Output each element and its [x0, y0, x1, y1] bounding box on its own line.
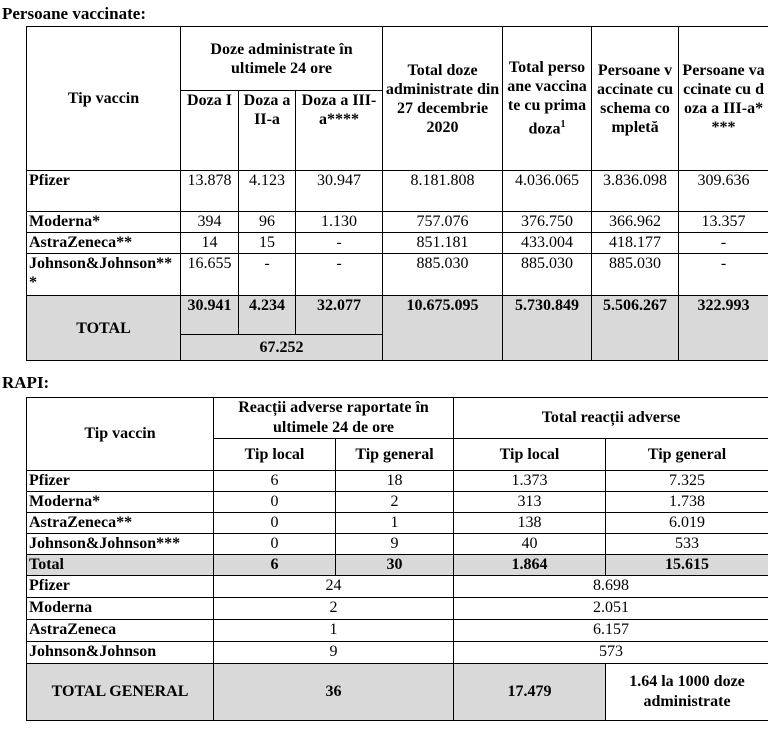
summary-total-cell: 6.157: [454, 620, 768, 642]
first-dose-cell: 376.750: [503, 212, 592, 233]
summary-row: [27, 620, 768, 642]
grand-total-24h: 36: [214, 664, 454, 721]
total-dose1: 30.941: [181, 296, 239, 335]
rapi-table: [26, 397, 768, 721]
general-total-cell: 6.019: [606, 513, 768, 534]
general-24h-cell: 2: [336, 492, 454, 513]
complete-schema-cell: 3.836.098: [592, 171, 679, 212]
total-label: TOTAL: [27, 296, 181, 361]
grand-total-rate: 1.64 la 1000 doze administrate: [606, 664, 768, 721]
rapi-heading: RAPI:: [2, 373, 50, 392]
table-row: [27, 233, 768, 254]
rapi-header-local-total: Tip local: [454, 439, 606, 471]
local-24h-cell: 0: [214, 513, 336, 534]
third-dose-cell: 13.357: [679, 212, 768, 233]
total-doses-cell: 8.181.808: [383, 171, 503, 212]
summary-total-cell: 573: [454, 642, 768, 664]
grand-total-row: [27, 664, 768, 721]
total-dose2: 4.234: [239, 296, 296, 335]
general-24h-cell: 1: [336, 513, 454, 534]
vaccine-name: Johnson&Johnson***: [27, 534, 214, 555]
table-row: [27, 254, 768, 296]
rapi-total-row: [27, 555, 768, 576]
rapi-header-vaccine-type: Tip vaccin: [27, 398, 214, 471]
general-total-cell: 533: [606, 534, 768, 555]
local-24h-cell: 0: [214, 492, 336, 513]
table-row: [27, 171, 768, 212]
table-row: [27, 534, 768, 555]
dose3-cell: 30.947: [296, 171, 383, 212]
vaccinated-heading: Persoane vaccinate:: [2, 4, 146, 23]
table-row: [27, 492, 768, 513]
summary-row: [27, 642, 768, 664]
third-dose-cell: 309.636: [679, 171, 768, 212]
summary-24h-cell: 2: [214, 598, 454, 620]
header-dose-1: Doza I: [181, 91, 239, 171]
header-complete-schema: Persoane vaccinate cu schema completă: [592, 27, 679, 171]
header-first-dose: Total persoane vaccinate cu prima doza$^1$: [503, 27, 592, 171]
first-dose-cell: 4.036.065: [503, 171, 592, 212]
general-24h-cell: 9: [336, 534, 454, 555]
third-dose-cell: -: [679, 233, 768, 254]
table-row: [27, 471, 768, 492]
total-doses-cell: 757.076: [383, 212, 503, 233]
local-total-cell: 313: [454, 492, 606, 513]
summary-vaccine-name: Pfizer: [27, 576, 214, 598]
local-24h-cell: 0: [214, 534, 336, 555]
total-dose3: 32.077: [296, 296, 383, 335]
rapi-header-total: Total reacții adverse: [454, 398, 768, 439]
local-24h-cell: 6: [214, 471, 336, 492]
header-vaccine-type: Tip vaccin: [27, 27, 181, 171]
dose1-cell: 14: [181, 233, 239, 254]
dose3-cell: 1.130: [296, 212, 383, 233]
summary-24h-cell: 1: [214, 620, 454, 642]
table-row: [27, 513, 768, 534]
local-total-cell: 40: [454, 534, 606, 555]
local-total-cell: 138: [454, 513, 606, 534]
rapi-header-general-24h: Tip general: [336, 439, 454, 471]
general-24h-cell: 18: [336, 471, 454, 492]
header-dose-3: Doza a III-a****: [296, 91, 383, 171]
dose3-cell: -: [296, 254, 383, 296]
header-total-doses: Total doze administrate din 27 decembrie 2020: [383, 27, 503, 171]
first-dose-cell: 433.004: [503, 233, 592, 254]
rapi-header-local-24h: Tip local: [214, 439, 336, 471]
dose2-cell: 4.123: [239, 171, 296, 212]
total-row: [27, 296, 768, 335]
summary-total-cell: 2.051: [454, 598, 768, 620]
rapi-total-label: Total: [27, 555, 214, 576]
rapi-header-24h: Reacții adverse raportate în ultimele 24 de ore: [214, 398, 454, 439]
rapi-total-general: 15.615: [606, 555, 768, 576]
grand-total-all: 17.479: [454, 664, 606, 721]
dose2-cell: 15: [239, 233, 296, 254]
dose2-cell: -: [239, 254, 296, 296]
total-doses-24h: 67.252: [181, 335, 383, 361]
total-doses-cell: 851.181: [383, 233, 503, 254]
vaccine-name: Moderna*: [27, 212, 181, 233]
local-total-cell: 1.373: [454, 471, 606, 492]
header-doses-24h: Doze administrate în ultimele 24 ore: [181, 27, 383, 91]
header-third-dose: Persoane vaccinate cu doza a III-a****: [679, 27, 768, 171]
dose1-cell: 16.655: [181, 254, 239, 296]
rapi-total-local-24h: 6: [214, 555, 336, 576]
table-row: [27, 212, 768, 233]
complete-schema-cell: 885.030: [592, 254, 679, 296]
vaccine-name: Johnson&Johnson***: [27, 254, 181, 296]
general-total-cell: 1.738: [606, 492, 768, 513]
summary-vaccine-name: AstraZeneca: [27, 620, 214, 642]
rapi-total-local: 1.864: [454, 555, 606, 576]
summary-row: [27, 576, 768, 598]
third-dose-cell: -: [679, 254, 768, 296]
grand-total-label: TOTAL GENERAL: [27, 664, 214, 721]
total-complete-schema: 5.506.267: [592, 296, 679, 361]
complete-schema-cell: 366.962: [592, 212, 679, 233]
first-dose-cell: 885.030: [503, 254, 592, 296]
dose3-cell: -: [296, 233, 383, 254]
dose1-cell: 13.878: [181, 171, 239, 212]
general-total-cell: 7.325: [606, 471, 768, 492]
dose1-cell: 394: [181, 212, 239, 233]
summary-24h-cell: 24: [214, 576, 454, 598]
summary-total-cell: 8.698: [454, 576, 768, 598]
vaccine-name: AstraZeneca**: [27, 233, 181, 254]
vaccine-name: Pfizer: [27, 171, 181, 212]
footnote-marker: 1: [560, 119, 566, 131]
dose2-cell: 96: [239, 212, 296, 233]
vaccine-name: Pfizer: [27, 471, 214, 492]
vaccine-name: AstraZeneca**: [27, 513, 214, 534]
total-doses: 10.675.095: [383, 296, 503, 361]
complete-schema-cell: 418.177: [592, 233, 679, 254]
summary-vaccine-name: Moderna: [27, 598, 214, 620]
total-doses-cell: 885.030: [383, 254, 503, 296]
header-dose-2: Doza a II-a: [239, 91, 296, 171]
vaccine-name: Moderna*: [27, 492, 214, 513]
vaccinated-table: [26, 26, 768, 361]
summary-vaccine-name: Johnson&Johnson: [27, 642, 214, 664]
rapi-header-general-total: Tip general: [606, 439, 768, 471]
summary-row: [27, 598, 768, 620]
total-third-dose: 322.993: [679, 296, 768, 361]
rapi-total-general-24h: 30: [336, 555, 454, 576]
summary-24h-cell: 9: [214, 642, 454, 664]
total-first-dose: 5.730.849: [503, 296, 592, 361]
